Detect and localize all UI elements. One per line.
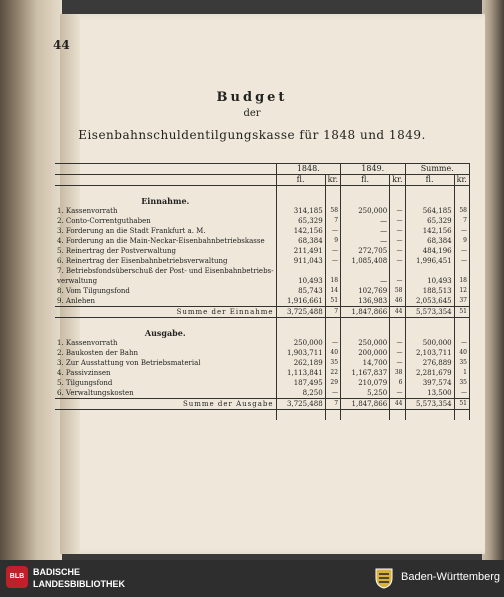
table-row xyxy=(55,266,470,276)
kreuzer-1848 xyxy=(325,266,340,276)
kreuzer-summe: 58 xyxy=(454,206,469,216)
section-ausgabe-row xyxy=(55,328,470,338)
kreuzer-1849: — xyxy=(390,276,405,286)
empty-cell xyxy=(405,186,454,197)
footer-bar xyxy=(0,560,504,597)
empty-cell xyxy=(341,328,390,338)
empty-cell xyxy=(276,196,325,206)
row-label: 6. Reinertrag der Eisenbahnbetriebsverwaltung xyxy=(57,257,228,265)
kreuzer-1848: 7 xyxy=(325,216,340,226)
kreuzer-summe: 18 xyxy=(454,276,469,286)
kreuzer-1848: — xyxy=(325,338,340,348)
kreuzer-1848: — xyxy=(325,246,340,256)
value-1849: 1,847,866 xyxy=(341,399,390,410)
table-row xyxy=(55,296,470,307)
empty-cell xyxy=(390,186,405,197)
empty-cell xyxy=(390,410,405,421)
empty-cell xyxy=(454,196,469,206)
kreuzer-summe: 37 xyxy=(454,296,469,307)
table-row xyxy=(55,358,470,368)
value-1849: 250,000 xyxy=(341,338,390,348)
value-1848: 187,495 xyxy=(276,378,325,388)
row-label: verwaltung xyxy=(57,277,98,285)
kreuzer-1848: 22 xyxy=(325,368,340,378)
value-1849: 272,705 xyxy=(341,246,390,256)
kreuzer-1848: 51 xyxy=(325,296,340,307)
value-1848: 250,000 xyxy=(276,338,325,348)
kreuzer-1848: 9 xyxy=(325,236,340,246)
value-1849: 210,079 xyxy=(341,378,390,388)
row-label: 4. Passivzinsen xyxy=(57,369,111,377)
kreuzer-1848: 7 xyxy=(325,307,340,318)
kreuzer-1848: 58 xyxy=(325,206,340,216)
empty-cell xyxy=(454,410,469,421)
value-1848: 262,189 xyxy=(276,358,325,368)
value-summe: 5,573,354 xyxy=(405,399,454,410)
kreuzer-1849: — xyxy=(390,348,405,358)
budget-table xyxy=(55,163,470,420)
col-1849: 1849. xyxy=(341,164,405,175)
empty-cell xyxy=(341,196,390,206)
value-1848: 10,493 xyxy=(276,276,325,286)
page-title: Budget xyxy=(216,90,288,105)
table-row xyxy=(55,216,470,226)
section-ausgabe: Ausgabe. xyxy=(144,328,186,338)
value-summe: 65,329 xyxy=(405,216,454,226)
empty-cell xyxy=(341,318,390,329)
value-summe: 397,574 xyxy=(405,378,454,388)
value-1849: — xyxy=(341,226,390,236)
kreuzer-summe: 51 xyxy=(454,307,469,318)
value-summe: 10,493 xyxy=(405,276,454,286)
kreuzer-1849: 44 xyxy=(390,307,405,318)
kreuzer-summe xyxy=(454,266,469,276)
kreuzer-1849: — xyxy=(390,338,405,348)
value-1849: — xyxy=(341,236,390,246)
kreuzer-1849: 38 xyxy=(390,368,405,378)
value-summe: 2,103,711 xyxy=(405,348,454,358)
value-1848: 314,185 xyxy=(276,206,325,216)
value-1849: — xyxy=(341,216,390,226)
value-summe: 564,185 xyxy=(405,206,454,216)
table-row xyxy=(55,368,470,378)
row-label: 5. Reinertrag der Postverwaltung xyxy=(57,247,176,255)
kreuzer-1849: — xyxy=(390,206,405,216)
sum-row xyxy=(55,307,470,318)
empty-cell xyxy=(325,186,340,197)
value-summe: 1,996,451 xyxy=(405,256,454,266)
empty-cell xyxy=(454,318,469,329)
empty-cell xyxy=(276,328,325,338)
unit-kr: kr. xyxy=(454,175,469,186)
row-label: 7. Betriebsfondsüberschuß der Post- und Eisenbahnbetriebs- xyxy=(57,267,274,275)
row-label: 4. Forderung an die Main-Neckar-Eisenbahnbetriebskasse xyxy=(57,237,265,245)
row-label: 1. Kassenvorrath xyxy=(57,207,118,215)
value-1848: 8,250 xyxy=(276,388,325,399)
value-1849: 14,700 xyxy=(341,358,390,368)
value-1848: 211,491 xyxy=(276,246,325,256)
empty-cell xyxy=(325,318,340,329)
empty-cell xyxy=(276,318,325,329)
spacer-row xyxy=(55,186,470,197)
kreuzer-summe: — xyxy=(454,246,469,256)
row-label: 8. Vom Tilgungsfond xyxy=(57,287,130,295)
table-row xyxy=(55,388,470,399)
value-1848: 68,384 xyxy=(276,236,325,246)
table-row xyxy=(55,286,470,296)
empty-cell xyxy=(454,328,469,338)
kreuzer-1848: 35 xyxy=(325,358,340,368)
value-1849: — xyxy=(341,276,390,286)
kreuzer-1849: 44 xyxy=(390,399,405,410)
spacer-row xyxy=(55,410,470,421)
value-summe: 2,053,645 xyxy=(405,296,454,307)
kreuzer-summe: 1 xyxy=(454,368,469,378)
row-label: 6. Verwaltungskosten xyxy=(57,389,134,397)
library-name-line2[interactable]: LANDESBIBLIOTHEK xyxy=(33,579,125,589)
empty-cell xyxy=(405,328,454,338)
kreuzer-summe: — xyxy=(454,226,469,236)
kreuzer-1849: 6 xyxy=(390,378,405,388)
page-heading: Eisenbahnschuldentilgungskasse für 1848 und 1849. xyxy=(78,128,426,142)
empty-cell xyxy=(325,196,340,206)
kreuzer-1848: 29 xyxy=(325,378,340,388)
table-subheader-row xyxy=(55,175,470,186)
kreuzer-summe: — xyxy=(454,256,469,266)
kreuzer-summe: 51 xyxy=(454,399,469,410)
value-1849: 200,000 xyxy=(341,348,390,358)
unit-fl: fl. xyxy=(276,175,325,186)
coat-of-arms-icon xyxy=(372,566,396,590)
table-header-row xyxy=(55,164,470,175)
row-label: 5. Tilgungsfond xyxy=(57,379,113,387)
empty-cell xyxy=(55,318,276,329)
empty-cell xyxy=(390,318,405,329)
row-label: 2. Baukosten der Bahn xyxy=(57,349,138,357)
library-name-line1[interactable]: BADISCHE xyxy=(33,567,81,577)
kreuzer-summe: 7 xyxy=(454,216,469,226)
value-1848: 1,903,711 xyxy=(276,348,325,358)
value-1849: 1,167,837 xyxy=(341,368,390,378)
value-1848: 65,329 xyxy=(276,216,325,226)
value-1849 xyxy=(341,266,390,276)
row-label: 1. Kassenvorrath xyxy=(57,339,118,347)
kreuzer-1849: — xyxy=(390,226,405,236)
empty-cell xyxy=(325,410,340,421)
empty-cell xyxy=(276,410,325,421)
book-edge-right xyxy=(482,0,504,560)
empty-cell xyxy=(405,196,454,206)
kreuzer-1848: 14 xyxy=(325,286,340,296)
empty-cell xyxy=(325,328,340,338)
blb-logo-icon[interactable]: BLB xyxy=(6,566,28,588)
row-label: 3. Zur Ausstattung von Betriebsmaterial xyxy=(57,359,201,367)
kreuzer-summe: 35 xyxy=(454,378,469,388)
empty-cell xyxy=(454,186,469,197)
section-einnahme-row xyxy=(55,196,470,206)
kreuzer-1848: — xyxy=(325,256,340,266)
kreuzer-1848: 7 xyxy=(325,399,340,410)
value-1849: 5,250 xyxy=(341,388,390,399)
row-label: Summe der Einnahme xyxy=(55,307,276,318)
row-label: 3. Forderung an die Stadt Frankfurt a. M. xyxy=(57,227,206,235)
col-1848: 1848. xyxy=(276,164,340,175)
value-summe: 500,000 xyxy=(405,338,454,348)
value-summe: 276,889 xyxy=(405,358,454,368)
col-summe: Summe. xyxy=(405,164,470,175)
value-summe: 68,384 xyxy=(405,236,454,246)
table-row xyxy=(55,246,470,256)
kreuzer-summe: 9 xyxy=(454,236,469,246)
kreuzer-1849: 46 xyxy=(390,296,405,307)
spacer-row xyxy=(55,318,470,329)
value-1848: 85,743 xyxy=(276,286,325,296)
kreuzer-summe: — xyxy=(454,388,469,399)
kreuzer-1849: — xyxy=(390,358,405,368)
table-row xyxy=(55,226,470,236)
value-1849: 250,000 xyxy=(341,206,390,216)
kreuzer-1848: 18 xyxy=(325,276,340,286)
kreuzer-summe: 40 xyxy=(454,348,469,358)
kreuzer-1849: — xyxy=(390,236,405,246)
empty-cell xyxy=(405,318,454,329)
kreuzer-1848: 40 xyxy=(325,348,340,358)
value-1848: 1,916,661 xyxy=(276,296,325,307)
state-name[interactable]: Baden-Württemberg xyxy=(401,571,501,583)
section-einnahme: Einnahme. xyxy=(141,196,190,206)
value-summe: 142,156 xyxy=(405,226,454,236)
table-row xyxy=(55,378,470,388)
unit-fl: fl. xyxy=(405,175,454,186)
table-row xyxy=(55,256,470,266)
kreuzer-summe: 12 xyxy=(454,286,469,296)
unit-fl: fl. xyxy=(341,175,390,186)
value-1848: 1,113,841 xyxy=(276,368,325,378)
value-1848: 3,725,488 xyxy=(276,399,325,410)
kreuzer-summe: — xyxy=(454,338,469,348)
row-label: 9. Anlehen xyxy=(57,297,96,305)
value-summe: 2,281,679 xyxy=(405,368,454,378)
empty-cell xyxy=(390,196,405,206)
table-row xyxy=(55,236,470,246)
value-summe xyxy=(405,266,454,276)
table-row xyxy=(55,348,470,358)
kreuzer-1848: — xyxy=(325,226,340,236)
sum-row xyxy=(55,399,470,410)
kreuzer-1849: — xyxy=(390,388,405,399)
empty-cell xyxy=(276,186,325,197)
kreuzer-1849: — xyxy=(390,246,405,256)
value-1848: 911,043 xyxy=(276,256,325,266)
kreuzer-1849: 58 xyxy=(390,286,405,296)
value-summe: 5,573,354 xyxy=(405,307,454,318)
empty-cell xyxy=(55,410,276,421)
kreuzer-1848: — xyxy=(325,388,340,399)
table-row xyxy=(55,206,470,216)
value-summe: 13,500 xyxy=(405,388,454,399)
value-1849: 136,983 xyxy=(341,296,390,307)
value-1849: 102,769 xyxy=(341,286,390,296)
value-1849: 1,847,866 xyxy=(341,307,390,318)
empty-cell xyxy=(55,186,276,197)
value-1849: 1,085,408 xyxy=(341,256,390,266)
kreuzer-1849 xyxy=(390,266,405,276)
title-der: der xyxy=(243,108,261,119)
value-summe: 188,513 xyxy=(405,286,454,296)
table-row xyxy=(55,276,470,286)
row-label: Summe der Ausgabe xyxy=(55,399,276,410)
value-1848: 142,156 xyxy=(276,226,325,236)
kreuzer-1849: — xyxy=(390,216,405,226)
row-label: 2. Conto-Correntguthaben xyxy=(57,217,151,225)
book-edge-left xyxy=(0,0,62,560)
empty-cell xyxy=(405,410,454,421)
value-1848: 3,725,488 xyxy=(276,307,325,318)
kreuzer-1849: — xyxy=(390,256,405,266)
empty-cell xyxy=(341,410,390,421)
kreuzer-summe: 35 xyxy=(454,358,469,368)
unit-kr: kr. xyxy=(390,175,405,186)
empty-cell xyxy=(390,328,405,338)
value-summe: 484,196 xyxy=(405,246,454,256)
empty-cell xyxy=(341,186,390,197)
table-row xyxy=(55,338,470,348)
value-1848 xyxy=(276,266,325,276)
page-number: 44 xyxy=(53,38,70,52)
unit-kr: kr. xyxy=(325,175,340,186)
